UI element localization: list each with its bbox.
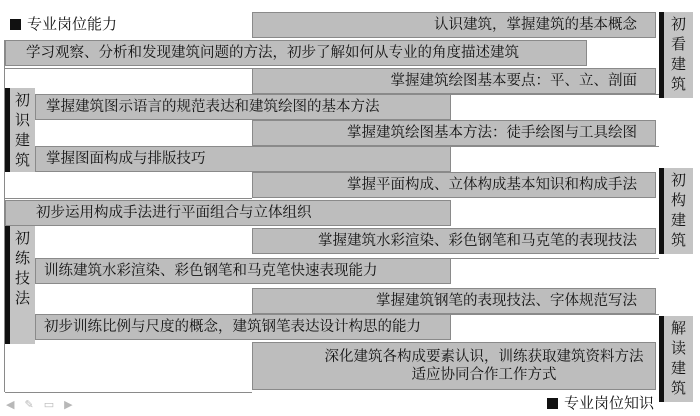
- stage-label-practice: 初 练 技 法: [5, 226, 35, 344]
- stage-label-interpret: 解 读 建 筑: [659, 316, 693, 402]
- guide-line: [5, 68, 252, 69]
- guide-line: [5, 198, 252, 199]
- knowledge-bar-2: 掌握建筑绘图基本要点：平、立、剖面: [252, 68, 656, 94]
- pen-icon[interactable]: ✎: [24, 398, 34, 411]
- ability-bar-4: 初步运用构成手法进行平面组合与立体组织: [5, 200, 451, 226]
- knowledge-bar-5: 掌握建筑水彩渲染、彩色钢笔和马克笔的表现技法: [252, 228, 656, 254]
- bottom-label-text: 专业岗位知识: [564, 394, 655, 412]
- stage-label-construct: 初 构 建 筑: [659, 168, 693, 254]
- guide-line: [451, 314, 659, 315]
- knowledge-bar-6: 掌握建筑钢笔的表现技法、字体规范写法: [252, 288, 656, 314]
- knowledge-bar-7: 深化建筑各构成要素认识，训练获取建筑资料方法 适应协同合作工作方式: [252, 342, 656, 390]
- ability-bar-3: 掌握图面构成与排版技巧: [35, 146, 451, 172]
- square-bullet-icon: [10, 19, 21, 30]
- guide-line: [451, 146, 659, 147]
- guide-line: [451, 258, 659, 259]
- menu-icon[interactable]: ▭: [43, 398, 55, 411]
- square-bullet-icon: [547, 398, 558, 409]
- knowledge-bar-4: 掌握平面构成、立体构成基本知识和构成手法: [252, 172, 656, 198]
- forward-arrow-icon[interactable]: ▶: [64, 398, 73, 411]
- top-label: [10, 15, 117, 33]
- top-label-text: 专业岗位能力: [27, 15, 118, 33]
- guide-line: [451, 94, 659, 95]
- ability-bar-1: 学习观察、分析和发现建筑问题的方法，初步了解如何从专业的角度描述建筑: [5, 40, 587, 66]
- knowledge-bar-3: 掌握建筑绘图基本方法：徒手绘图与工具绘图: [252, 120, 656, 146]
- ability-bar-5: 训练建筑水彩渲染、彩色钢笔和马克笔快速表现能力: [35, 258, 451, 284]
- knowledge-bar-1: 认识建筑，掌握建筑的基本概念: [252, 12, 656, 38]
- guide-line: [4, 40, 5, 392]
- stage-label-look: 初 看 建 筑: [659, 12, 693, 98]
- guide-line: [5, 392, 252, 393]
- ability-bar-2: 掌握建筑图示语言的规范表达和建筑绘图的基本方法: [35, 94, 451, 120]
- stage-label-recognize: 初 识 建 筑: [5, 88, 35, 172]
- back-arrow-icon[interactable]: ◀: [6, 398, 15, 411]
- ability-bar-6: 初步训练比例与尺度的概念，建筑钢笔表达设计构思的能力: [35, 314, 451, 340]
- bottom-label: [547, 394, 654, 412]
- viewer-toolbar[interactable]: [6, 398, 73, 411]
